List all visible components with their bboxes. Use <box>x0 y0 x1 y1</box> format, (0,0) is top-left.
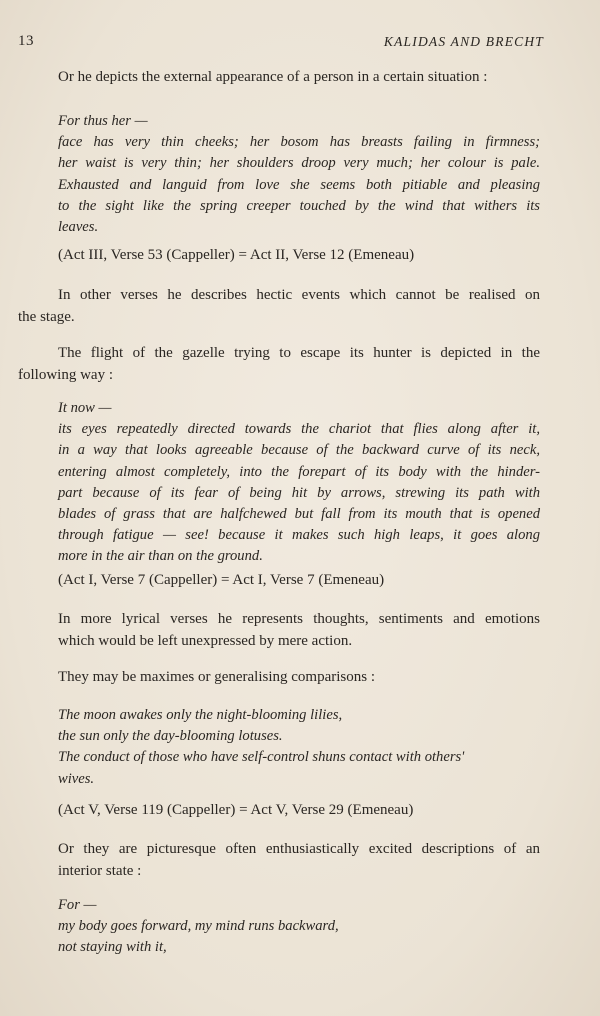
verse-line: my body goes forward, my mind runs backward, <box>58 918 339 935</box>
verse-line: blades of grass that are halfchewed but fall from its mouth that is opened <box>58 506 540 523</box>
paragraph-interior-state <box>58 838 540 882</box>
verse-line: Exhausted and languid from love she seems both pitiable and pleasing <box>58 176 540 193</box>
verse-intro: For thus her — <box>58 113 148 129</box>
paragraph-line: following way : <box>18 367 113 383</box>
verse-line: to the sight like the spring creeper touched by the wind that withers its <box>58 197 540 214</box>
verse-quote-2 <box>58 398 540 568</box>
verse-intro: It now — <box>58 400 112 416</box>
reference-text: (Act I, Verse 7 (Cappeller) = Act I, Verse 7 (Emeneau) <box>58 572 385 588</box>
paragraph-hectic-events <box>18 284 540 328</box>
verse-line: its eyes repeatedly directed towards the chariot that flies along after it, <box>58 421 540 438</box>
paragraph-maximes <box>58 666 540 688</box>
verse-line: more in the air than on the ground. <box>58 548 263 565</box>
paragraph-line: The flight of the gazelle trying to escape its hunter is depicted in the <box>58 345 540 361</box>
page-number: 13 <box>18 33 34 49</box>
paragraph-line: the stage. <box>18 309 75 325</box>
verse-line: wives. <box>58 770 95 787</box>
verse-line: part because of its fear of being hit by arrows, strewing its path with <box>58 484 540 501</box>
running-title: KALIDAS AND BRECHT <box>383 34 544 49</box>
verse-line: her waist is very thin; her shoulders droop very much; her colour is pale. <box>58 155 540 172</box>
verse-reference-3 <box>58 799 540 821</box>
verse-line: not staying with it, <box>58 939 167 956</box>
paragraph-line: interior state : <box>58 863 142 879</box>
paragraph-external-appearance <box>58 66 540 88</box>
paragraph-lyrical-verses <box>58 608 540 652</box>
verse-reference-2 <box>58 569 540 591</box>
paragraph-line: In other verses he describes hectic events which cannot be realised on <box>58 287 540 303</box>
verse-quote-4 <box>58 895 540 959</box>
paragraph-line: They may be maximes or generalising comparisons : <box>58 669 375 685</box>
verse-intro: For — <box>58 897 97 913</box>
verse-quote-3 <box>58 705 540 790</box>
verse-line: through fatigue — see! because it makes such high leaps, it goes along <box>58 527 540 544</box>
paragraph-line: Or they are picturesque often enthusiastically excited descriptions of an <box>58 841 540 857</box>
paragraph-line: In more lyrical verses he represents thoughts, sentiments and emotions <box>58 611 540 627</box>
paragraph-line: which would be left unexpressed by mere action. <box>58 633 353 649</box>
paragraph-gazelle-flight <box>18 342 540 386</box>
verse-line: face has very thin cheeks; her bosom has breasts failing in firmness; <box>58 134 540 151</box>
verse-quote-1 <box>58 111 540 238</box>
paragraph-line: Or he depicts the external appearance of a person in a certain situation : <box>58 69 488 85</box>
verse-reference-1 <box>58 244 540 266</box>
verse-line: entering almost completely, into the forepart of its body with the hinder- <box>58 463 540 480</box>
verse-line: leaves. <box>58 219 99 236</box>
reference-text: (Act V, Verse 119 (Cappeller) = Act V, Verse 29 (Emeneau) <box>58 802 414 818</box>
verse-line: The moon awakes only the night-blooming lilies, <box>58 707 343 723</box>
reference-text: (Act III, Verse 53 (Cappeller) = Act II, Verse 12 (Emeneau) <box>58 247 415 263</box>
verse-line: in a way that looks agreeable because of the backward curve of its neck, <box>58 442 540 459</box>
verse-line: The conduct of those who have self-control shuns contact with others' <box>58 749 465 766</box>
verse-line: the sun only the day-blooming lotuses. <box>58 728 283 745</box>
